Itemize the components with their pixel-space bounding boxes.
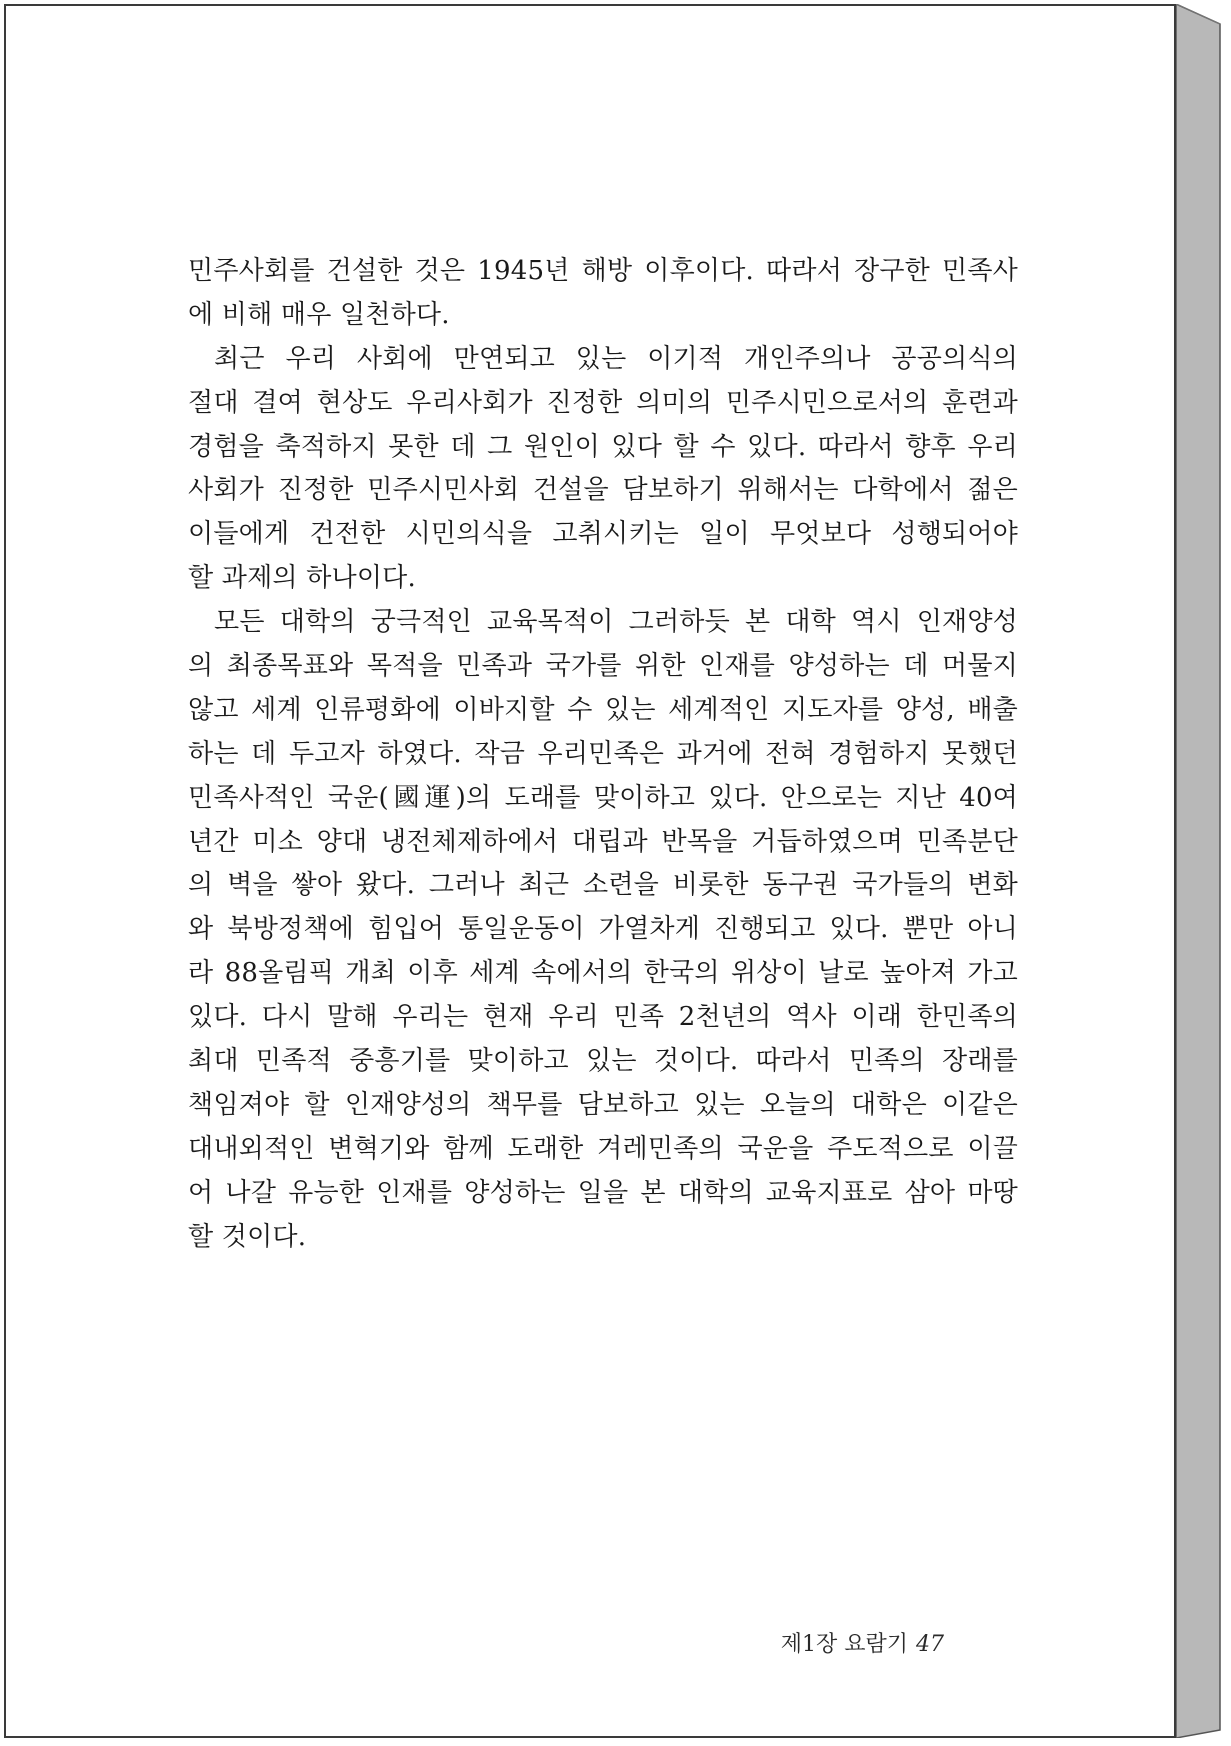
text-line: 민주사회를 건설한 것은 1945년 해방 이후이다. 따라서 장구한 민족사 xyxy=(188,256,1018,286)
text-line: 대내외적인 변혁기와 함께 도래한 겨레민족의 국운을 주도적으로 이끌 xyxy=(188,1133,1018,1164)
text-line: 않고 세계 인류평화에 이바지할 수 있는 세계적인 지도자를 양성, 배출 xyxy=(188,694,1018,725)
text-line: 라 88올림픽 개최 이후 세계 속에서의 한국의 위상이 날로 높아져 가고 xyxy=(188,958,1018,989)
page-number: 47 xyxy=(916,1632,944,1657)
text-line: 하는 데 두고자 하였다. 작금 우리민족은 과거에 전혀 경험하지 못했던 xyxy=(188,738,1018,769)
chapter-title: 제1장 요람기 xyxy=(780,1632,908,1657)
text-line: 년간 미소 양대 냉전체제하에서 대립과 반목을 거듭하였으며 민족분단 xyxy=(188,826,1018,857)
text-line: 책임져야 할 인재양성의 책무를 담보하고 있는 오늘의 대학은 이같은 xyxy=(188,1089,1018,1120)
text-line: 에 비해 매우 일천하다. xyxy=(188,299,450,330)
text-line: 와 북방정책에 힘입어 통일운동이 가열차게 진행되고 있다. 뿐만 아니 xyxy=(188,914,1018,945)
text-line: 이들에게 건전한 시민의식을 고취시키는 일이 무엇보다 성행되어야 xyxy=(188,519,1018,550)
text-line: 경험을 축적하지 못한 데 그 원인이 있다 할 수 있다. 따라서 향후 우리 xyxy=(188,431,1018,462)
page-footer xyxy=(781,1627,944,1658)
text-line: 민족사적인 국운(國運)의 도래를 맞이하고 있다. 안으로는 지난 40여 xyxy=(188,782,1018,813)
text-line: 모든 대학의 궁극적인 교육목적이 그러하듯 본 대학 역시 인재양성 xyxy=(214,607,1018,638)
text-line: 사회가 진정한 민주시민사회 건설을 담보하기 위해서는 다학에서 젊은 xyxy=(188,475,1018,506)
page-edge-shadow xyxy=(1176,4,1224,1738)
text-line: 최근 우리 사회에 만연되고 있는 이기적 개인주의나 공공의식의 xyxy=(214,343,1018,374)
text-line: 의 벽을 쌓아 왔다. 그러나 최근 소련을 비롯한 동구권 국가들의 변화 xyxy=(188,870,1018,901)
text-line: 절대 결여 현상도 우리사회가 진정한 의미의 민주시민으로서의 훈련과 xyxy=(188,387,1018,418)
text-line: 할 과제의 하나이다. xyxy=(188,563,416,594)
page-edge-graphic xyxy=(1176,4,1224,1738)
body-text xyxy=(188,250,1018,1259)
book-page xyxy=(4,4,1176,1738)
text-line: 최대 민족적 중흥기를 맞이하고 있는 것이다. 따라서 민족의 장래를 xyxy=(188,1046,1018,1077)
text-line: 있다. 다시 말해 우리는 현재 우리 민족 2천년의 역사 이래 한민족의 xyxy=(188,1002,1018,1033)
text-line: 어 나갈 유능한 인재를 양성하는 일을 본 대학의 교육지표로 삼아 마땅 xyxy=(188,1177,1018,1208)
text-line: 의 최종목표와 목적을 민족과 국가를 위한 인재를 양성하는 데 머물지 xyxy=(188,651,1018,682)
text-line: 할 것이다. xyxy=(188,1221,307,1252)
